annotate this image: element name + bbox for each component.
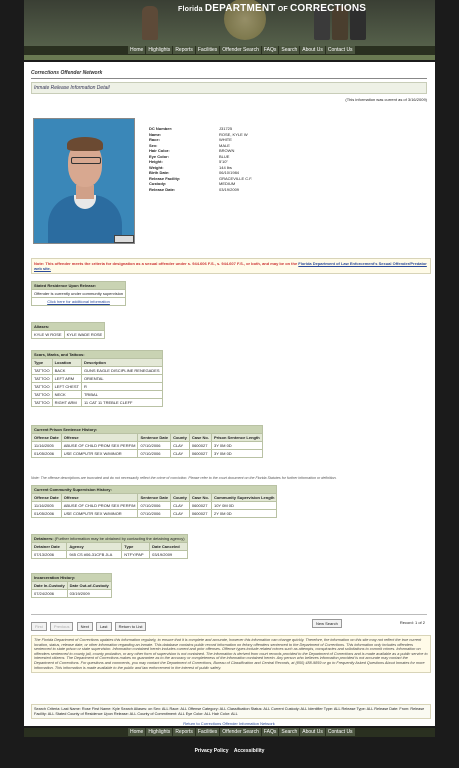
header-divider [24,55,435,60]
nav-contact-us[interactable]: Contact Us [327,729,353,735]
photo-id-plate [114,235,134,243]
info-row: Hair Color: BROWN [149,148,235,153]
accessibility-link[interactable]: Accessibility [233,748,265,754]
table-caption: Aliases: [32,323,105,331]
nav-faqs[interactable]: FAQs [263,47,277,53]
nav-reports[interactable]: Reports [175,729,193,735]
first-button[interactable]: First [31,622,47,631]
scars-table [31,350,163,407]
privacy-policy-link[interactable]: Privacy Policy [194,748,229,754]
table-caption: Current Community Supervision History: [32,486,277,494]
return-to-list-button[interactable]: Return to List [115,622,147,631]
return-to-network-link[interactable]: Return to Corrections Offender Information Network [183,721,275,726]
column-header: Type [32,359,53,367]
nav-offender-search[interactable]: Offender Search [222,729,259,735]
nav-facilities[interactable]: Facilities [197,47,218,53]
info-row: Eye Color: BLUE [149,153,230,159]
new-search-button[interactable]: New Search [312,619,342,628]
prison-sentence-table: Current Prison Sentence History: Offense Date Offense Sentence Date County Case No. Prison Sentence Length 11/16/2005 ABUSE OF CHILD PROM SEX PERF/M 07/10/2006 CLAY 0600027 3Y 0M 0D 01/05/2006 USE COMPUTR SEX W/MINOR 07/10/2006 CLAY 0600027 3Y 0M 0D [31,425,263,458]
search-criteria: Search Criteria: Last Name: Rose First Name: Kyle Search Aliases: on Sex: ALL Race: ALL Offense Category: ALL Classification Status: ALL Current Custody: ALL Identifier Type: ALL Release Type: ALL Release Date: From: Release Facility: ALL Stated County of Residence Upon Release: ALL County of Commitment: ALL Eye Color: ALL Hair Color: ALL [31,704,431,719]
nav-about-us[interactable]: About Us [302,47,323,53]
info-row: Sex: MALE [149,142,230,148]
aliases-table [31,322,105,339]
site-title[interactable]: Florida DEPARTMENT OF CORRECTIONS [178,3,367,14]
table-row: 07/24/2006 03/19/2009 [32,590,112,598]
alias-cell: KYLE W ROSE [32,331,65,339]
inmate-info [149,126,252,192]
info-row: Custody: MEDIUM [149,181,236,186]
table-caption: Incarceration History: [32,574,112,582]
return-link-wrap [31,721,427,726]
disclaimer: The Florida Department of Corrections updates this information regularly, to ensure that it is complete and accurate, however this information can change quickly. Therefore, the information on this site may not reflect the true current location, status, release date, or other information regarding an inmate. This database contains public record information on felony offenders sentenced to the Department of Corrections. This information only includes offenders sentenced to state prison or state supervision. Information contained herein includes current and prior offenses. Offense types include related crimes such as attempts, conspiracies and solicitations to commit crimes. Information on offenders sentenced to county jail, county probation, or any other form of supervision is not contained. The information is derived from court records provided to the Department of Corrections and is made available as a public service to interested citizens. The Department of Corrections makes no guarantee as to the accuracy or completeness of the information contained herein. Any person who believes information provided is not accurate may contact the Department of Corrections. For questions and comments, you may contact the Department of Corrections, Bureau of Classification and Central Records, at (850) 488-9859 or go to Frequently Asked Questions About Inmates for more information. This information is made available to the public and law enforcement in the interest of public safety. [31,635,431,673]
nav-home[interactable]: Home [130,729,144,735]
top-nav [24,46,435,55]
footer-links [0,748,459,754]
next-button[interactable]: Next [77,622,93,631]
sex-offender-note: Note: This offender meets the criteria for designation as a sexual offender under s. 944.606 F.S., s. 944.607 F.S., or both, and may be on the Florida Department of Law Enforcement's Sexual Offender/Predator web site. [31,258,431,274]
incarceration-table: Incarceration History: Date In-Custody Date Out-of-Custody 07/24/2006 03/19/2009 [31,573,112,598]
nav-faqs[interactable]: FAQs [263,729,277,735]
table-row: TATTOO BACK GUNS EAGLE DISCIPLINE RENEGADES [32,367,163,375]
info-row: Race: WHITE [149,137,232,142]
site-header [24,0,435,46]
info-row: Weight: 144 lbs [149,164,232,170]
info-row: Birth Date: 06/10/1984 [149,170,240,175]
info-row: Release Date: 03/19/2009 [149,186,240,192]
table-caption: Current Prison Sentence History: [32,426,263,434]
section-title: Corrections Offender Network [31,70,103,76]
table-row: TATTOO NECK TRIBAL [32,391,163,399]
info-row: Height: 5'10" [149,159,228,164]
table-row: TATTOO LEFT ARM ORIENTAL [32,375,163,383]
nav-facilities[interactable]: Facilities [197,729,218,735]
bottom-nav [24,728,435,737]
table-caption: Scars, Marks, and Tattoos: [32,351,163,359]
inmate-photo [33,118,135,244]
new-search-wrap [312,619,344,628]
nav-highlights[interactable]: Highlights [148,47,171,53]
info-row: Release Facility: GRACEVILLE C.F. [149,175,253,181]
column-header: Description [81,359,162,367]
fdle-link[interactable]: Florida Department of Law Enforcement's Sexual Offender/Predator web site. [34,261,427,271]
residence-table [31,281,126,306]
table-row: TATTOO RIGHT ARM 11 CAT 11 TREBLE CLEFF [32,399,163,407]
nav-highlights[interactable]: Highlights [148,729,171,735]
info-row: DC Number: J31725 [149,126,233,131]
page-title: Inmate Release Information Detail [31,82,427,94]
nav-search[interactable]: Search [281,47,298,53]
detainers-table: Detainers: (Further information may be obtained by contacting the detaining agency) Detainer Date Agency Type Date Canceled 07/13/2006 945 CS #06-31CFB JLA NTFY/PAP 03/19/2009 [31,534,188,559]
nav-contact-us[interactable]: Contact Us [327,47,353,53]
nav-search[interactable]: Search [281,729,298,735]
alias-cell: KYLE WADE ROSE [64,331,105,339]
table-row: 11/16/2005 ABUSE OF CHILD PROM SEX PERF/M 07/10/2006 CLAY 0600027 10Y 0M 0D [32,502,277,510]
offense-note: Note: The offense descriptions are truncated and do not necessarily reflect the crime of conviction. Please refer to the court document on the Florida Statutes for further information or definition. [31,476,337,480]
table-row: TATTOO LEFT CHEST R [32,383,163,391]
additional-info-link[interactable]: Click here for additional information [47,299,110,304]
nav-offender-search[interactable]: Offender Search [222,47,259,53]
table-row: 07/13/2006 945 CS #06-31CFB JLA NTFY/PAP 03/19/2009 [32,551,188,559]
last-button[interactable]: Last [96,622,112,631]
table-row: 01/05/2006 USE COMPUTR SEX W/MINOR 07/10/2006 CLAY 0600027 3Y 0M 0D [32,450,263,458]
main-content [24,62,435,726]
nav-reports[interactable]: Reports [175,47,193,53]
divider [31,78,427,79]
table-caption: Stated Residence Upon Release: [32,282,126,290]
pager [31,622,148,631]
current-as-of: (This information was current as of 3/16/2009) [345,97,427,102]
info-row: Name: ROSE, KYLE W [149,131,248,137]
column-header: Location [52,359,81,367]
nav-about-us[interactable]: About Us [302,729,323,735]
table-row: 11/16/2005 ABUSE OF CHILD PROM SEX PERF/M 07/10/2006 CLAY 0600027 3Y 0M 0D [32,442,263,450]
previous-button[interactable]: Previous [50,622,74,631]
table-row: 01/05/2006 USE COMPUTR SEX W/MINOR 07/10/2006 CLAY 0600027 2Y 0M 0D [32,510,277,518]
table-caption: Detainers: (Further information may be obtained by contacting the detaining agency) [32,535,188,543]
community-supervision-table: Current Community Supervision History: Offense Date Offense Sentence Date County Case No. Community Supervision Length 11/16/2005 ABUSE OF CHILD PROM SEX PERF/M 07/10/2006 CLAY 0600027 10Y 0M 0D 01/05/2006 USE COMPUTR SEX W/MINOR 07/10/2006 CLAY 0600027 2Y 0M 0D [31,485,277,518]
divider [31,614,427,615]
record-count: Record: 1 of 2 [399,620,425,625]
nav-home[interactable]: Home [130,47,144,53]
officer-photo [142,6,158,40]
residence-text: Offender is currently under community supervision [32,290,126,298]
